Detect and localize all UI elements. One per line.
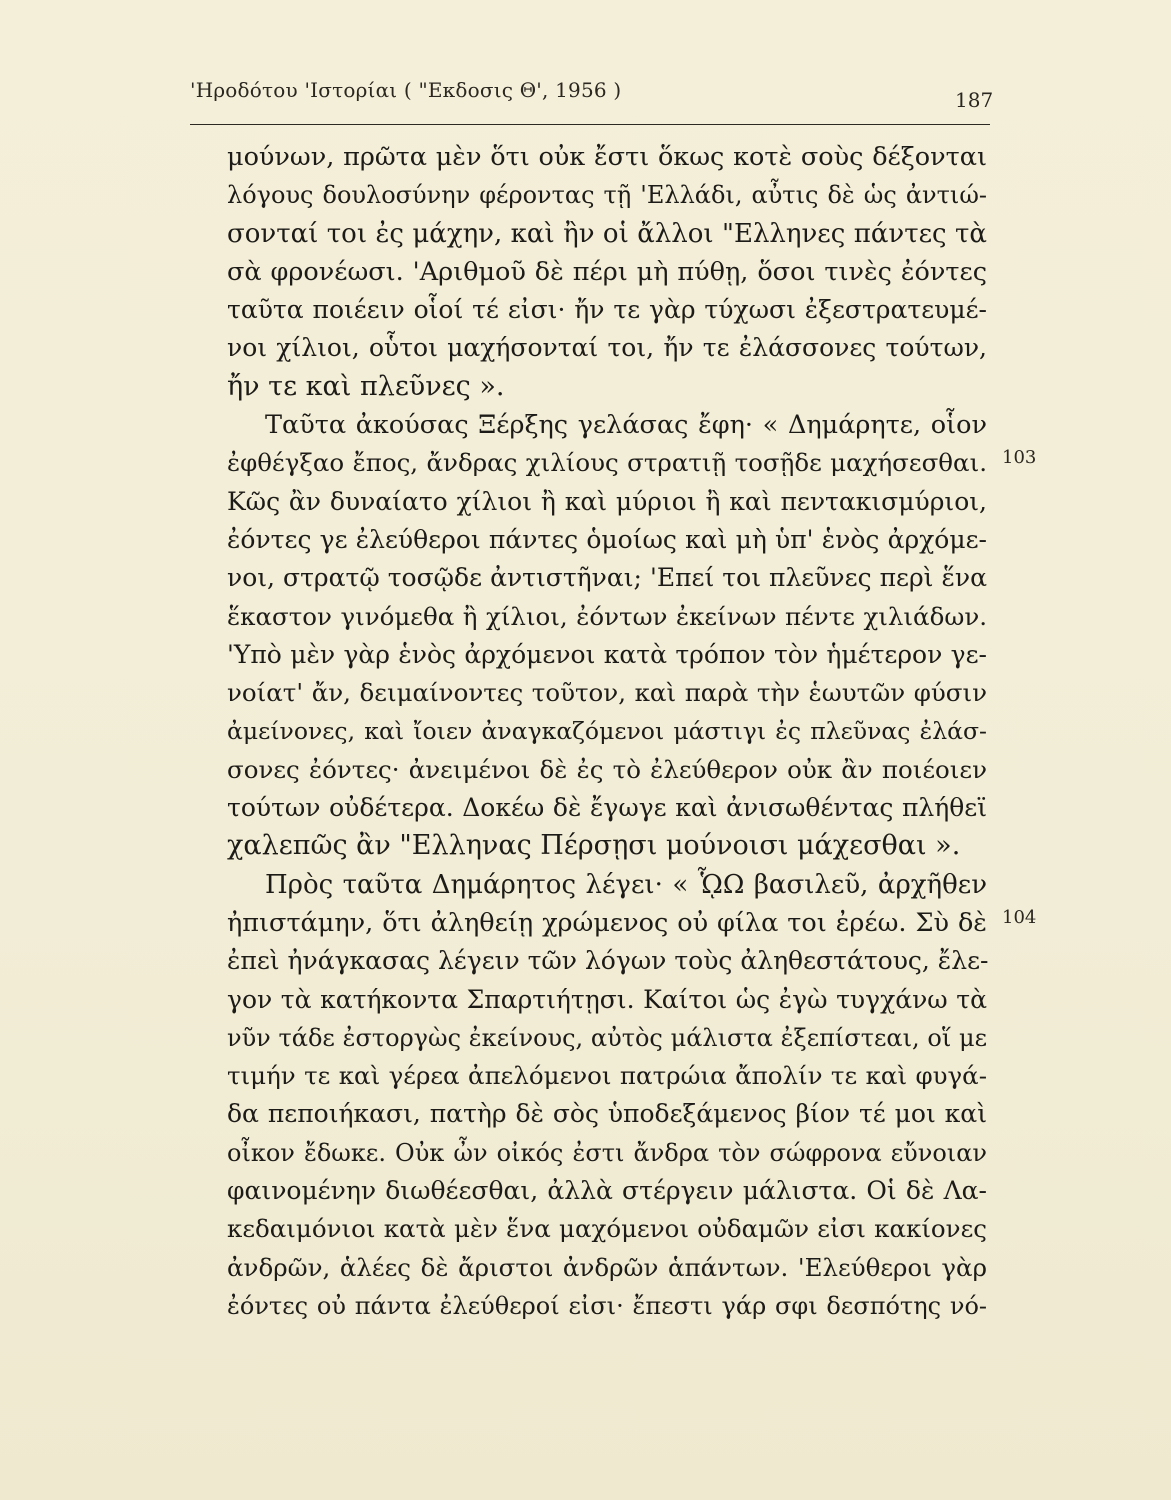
- text-line: χαλεπῶς ἂν "Ελληνας Πέρσῃσι μούνοισι μάχεσθαι ».: [227, 830, 961, 862]
- text-line: δα πεποιήκασι, πατὴρ δὲ σὸς ὑποδεξάμενος βίον τέ μοι καὶ: [227, 1099, 987, 1129]
- text-line: μούνων, πρῶτα μὲν ὅτι οὐκ ἔστι ὅκως κοτὲ σοὺς δέξονται: [227, 142, 987, 172]
- text-line: γον τὰ κατήκοντα Σπαρτιήτῃσι. Καίτοι ὡς ἐγὼ τυγχάνω τὰ: [227, 984, 987, 1014]
- text-line: σονες ἐόντες· ἀνειμένοι δὲ ἐς τὸ ἐλεύθερον οὐκ ἂν ποιέοιεν: [227, 754, 987, 784]
- text-line: λόγους δουλοσύνην φέροντας τῇ 'Ελλάδι, αὖτις δὲ ὡς ἀντιώ-: [227, 181, 987, 210]
- text-line: νῦν τάδε ἐστοργὼς ἐκείνους, αὐτὸς μάλιστα ἐξεπίστεαι, οἵ με: [227, 1023, 987, 1052]
- text-line: νοι, στρατῷ τοσῷδε ἀντιστῆναι; 'Επεί τοι πλεῦνες περὶ ἕνα: [227, 563, 987, 593]
- body-text: [227, 138, 987, 1325]
- text-line: σὰ φρονέωσι. 'Αριθμοῦ δὲ πέρι μὴ πύθῃ, ὅσοι τινὲς ἐόντες: [227, 256, 987, 287]
- text-line: κεδαιμόνιοι κατὰ μὲν ἕνα μαχόμενοι οὐδαμῶν εἰσι κακίονες: [227, 1214, 987, 1244]
- header-rule: [190, 124, 990, 125]
- running-title: 'Ηροδότου 'Ιστορίαι ( "Εκδοσις Θ', 1956 ): [190, 78, 622, 102]
- text-line: ἐπεὶ ἠνάγκασας λέγειν τῶν λόγων τοὺς ἀληθεστάτους, ἔλε-: [227, 946, 989, 976]
- page-number: 187: [955, 88, 994, 112]
- text-line: σονταί τοι ἐς μάχην, καὶ ἢν οἱ ἄλλοι "Ελληνες πάντες τὰ: [227, 218, 987, 249]
- text-line: ταῦτα ποιέειν οἷοί τέ εἰσι· ἤν τε γὰρ τύχωσι ἐξεστρατευμέ-: [227, 295, 987, 325]
- text-line: ἀνδρῶν, ἁλέες δὲ ἄριστοι ἀνδρῶν ἁπάντων. 'Ελεύθεροι γὰρ: [227, 1252, 987, 1282]
- text-line: οἶκον ἔδωκε. Οὐκ ὦν οἰκός ἐστι ἄνδρα τὸν σώφρονα εὔνοιαν: [227, 1138, 987, 1167]
- section-number-104: 104: [1002, 907, 1037, 928]
- text-line: ἐόντες οὐ πάντα ἐλεύθεροί εἰσι· ἔπεστι γάρ σφι δεσπότης νό-: [227, 1291, 987, 1320]
- paragraph-start-line: Ταῦτα ἀκούσας Ξέρξης γελάσας ἔφη· « Δημάρητε, οἷον: [265, 410, 987, 441]
- text-line: Κῶς ἂν δυναίατο χίλιοι ἢ καὶ μύριοι ἢ καὶ πεντακισμύριοι,: [227, 486, 987, 516]
- text-line: ἐόντες γε ἐλεύθεροι πάντες ὁμοίως καὶ μὴ ὑπ' ἑνὸς ἀρχόμε-: [227, 524, 987, 554]
- paragraph-start-line: Πρὸς ταῦτα Δημάρητος λέγει· « ᾯΩ βασιλεῦ, ἀρχῆθεν: [265, 869, 987, 900]
- text-line: τιμήν τε καὶ γέρεα ἀπελόμενοι πατρώια ἄπολίν τε καὶ φυγά-: [227, 1061, 987, 1091]
- text-line: νοίατ' ἄν, δειμαίνοντες τοῦτον, καὶ παρὰ τὴν ἑωυτῶν φύσιν: [227, 678, 987, 708]
- text-line: ἐφθέγξαο ἔπος, ἄνδρας χιλίους στρατιῇ τοσῇδε μαχήσεσθαι.: [227, 448, 987, 478]
- text-line: νοι χίλιοι, οὗτοι μαχήσονταί τοι, ἤν τε ἐλάσσονες τούτων,: [227, 333, 987, 363]
- section-number-103: 103: [1002, 447, 1037, 468]
- text-line: φαινομένην διωθέεσθαι, ἀλλὰ στέργειν μάλιστα. Οἱ δὲ Λα-: [227, 1176, 987, 1206]
- text-line: 'Υπὸ μὲν γὰρ ἑνὸς ἀρχόμενοι κατὰ τρόπον τὸν ἡμέτερον γε-: [227, 639, 987, 669]
- text-line: ἠπιστάμην, ὅτι ἀληθείῃ χρώμενος οὐ φίλα τοι ἐρέω. Σὺ δὲ: [227, 907, 987, 938]
- text-line: ἤν τε καὶ πλεῦνες ».: [227, 370, 505, 402]
- text-line: ἕκαστον γινόμεθα ἢ χίλιοι, ἐόντων ἐκείνων πέντε χιλιάδων.: [227, 601, 987, 631]
- text-line: τούτων οὐδέτερα. Δοκέω δὲ ἔγωγε καὶ ἀνισωθέντας πλήθεϊ: [227, 793, 987, 823]
- text-line: ἀμείνονες, καὶ ἴοιεν ἀναγκαζόμενοι μάστιγι ἐς πλεῦνας ἐλάσ-: [227, 717, 987, 746]
